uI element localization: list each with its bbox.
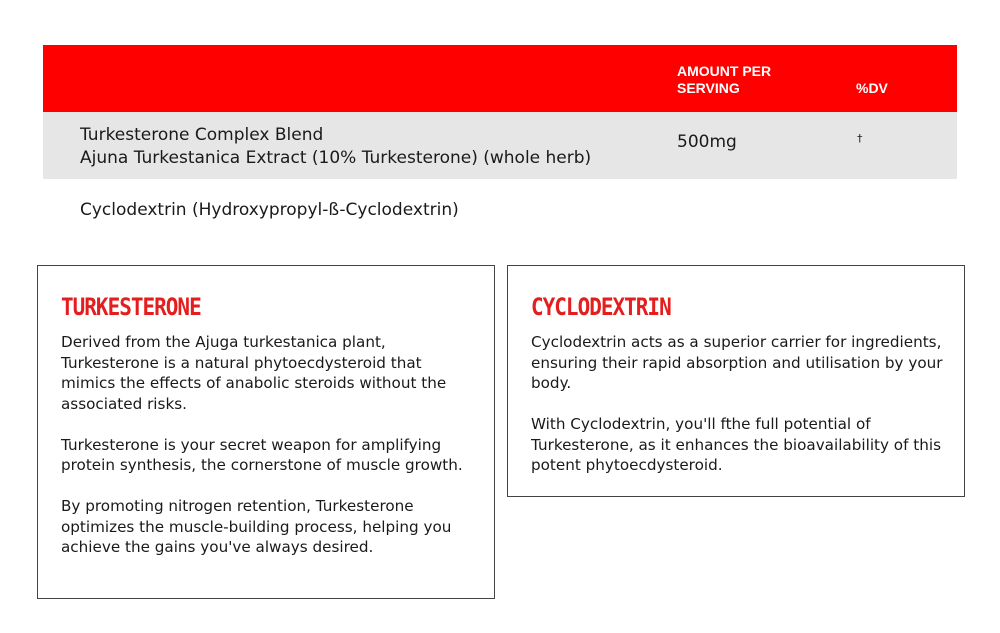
paragraph: With Cyclodextrin, you'll fthe full potential of Turkesterone, as it enhances the bioavailability of this potent phytoecdysteroid. xyxy=(531,415,941,474)
table-header xyxy=(43,45,957,112)
cyclodextrin-title: CYCLODEXTRIN xyxy=(531,293,671,321)
turkesterone-body xyxy=(61,332,476,578)
ingredient-name xyxy=(80,124,591,170)
paragraph: Cyclodextrin acts as a superior carrier for ingredients, ensuring their rapid absorption and utilisation by your body. xyxy=(531,333,943,392)
ingredient-dv: † xyxy=(857,132,863,145)
ingredient-name-line1: Turkesterone Complex Blend xyxy=(80,125,324,145)
other-ingredient: Cyclodextrin (Hydroxypropyl-ß-Cyclodextrin) xyxy=(80,200,459,220)
paragraph: Derived from the Ajuga turkestanica plant, Turkesterone is a natural phytoecdysteroid that mimics the effects of anabolic steroids without the associated risks. xyxy=(61,333,447,413)
ingredient-name-line2: Ajuna Turkestanica Extract (10% Turkesterone) (whole herb) xyxy=(80,148,592,168)
table-row xyxy=(43,112,957,179)
ingredient-amount: 500mg xyxy=(677,132,737,152)
dv-header: %DV xyxy=(856,80,888,96)
amount-per-serving-header: AMOUNT PER SERVING xyxy=(677,63,772,96)
turkesterone-card xyxy=(37,265,495,599)
supplement-facts-table xyxy=(43,45,957,179)
turkesterone-title: TURKESTERONE xyxy=(61,293,201,321)
paragraph: Turkesterone is your secret weapon for amplifying protein synthesis, the cornerstone of muscle growth. xyxy=(61,435,463,474)
cyclodextrin-body xyxy=(531,332,946,496)
paragraph: By promoting nitrogen retention, Turkesterone optimizes the muscle-building process, helping you achieve the gains you've always desired. xyxy=(61,497,452,556)
cyclodextrin-card xyxy=(507,265,965,497)
